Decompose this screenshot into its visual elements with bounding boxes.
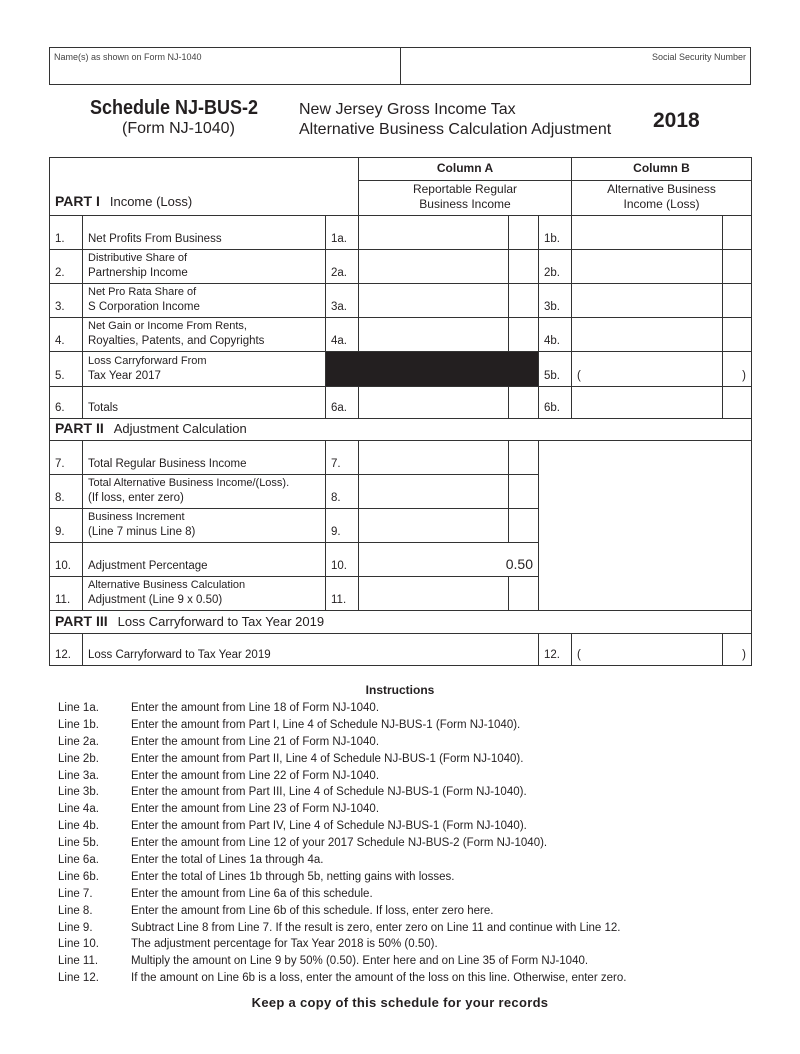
instruction-line-label: Line 4b. [58,820,99,833]
instruction-line [0,953,800,970]
line-number: 1. [50,216,83,250]
amount-field-column-a[interactable] [359,387,509,419]
instruction-text: Enter the amount from Line 22 of Form NJ-1040. [131,769,380,782]
line-description: Totals [83,387,326,419]
instruction-text: Enter the amount from Line 6b of this schedule. If loss, enter zero here. [131,904,494,917]
part1-header: PART I Income (Loss) [50,158,359,216]
line-number: 6. [50,387,83,419]
table-row [50,318,752,352]
instruction-text: Enter the amount from Part IV, Line 4 of Schedule NJ-BUS-1 (Form NJ-1040). [131,820,527,833]
instruction-line-label: Line 9. [58,921,93,934]
taxpayer-info-box [49,47,751,85]
table-row [50,250,752,284]
form-reference: (Form NJ-1040) [122,120,235,137]
instruction-text: Enter the amount from Line 21 of Form NJ-1040. [131,735,380,748]
line-number: 7. [50,441,83,475]
cents-field-column-b[interactable] [723,387,752,419]
line-code: 8. [326,475,359,509]
amount-field-column-a[interactable] [359,250,509,284]
cents-field[interactable] [509,441,539,475]
instruction-text: Multiply the amount on Line 9 by 50% (0.50). Enter here and on Line 35 of Form NJ-1040. [131,955,589,968]
footer-note: Keep a copy of this schedule for your records [251,995,549,1010]
line-code: 10. [326,543,359,577]
blacked-out-cell [326,352,539,387]
line-description: Total Regular Business Income [83,441,326,475]
cents-field-column-a[interactable] [509,387,539,419]
ssn-field[interactable] [400,48,751,84]
line-code: 2a. [326,250,359,284]
column-a-subheader: Reportable Regular Business Income [359,181,572,216]
instruction-line [0,936,800,953]
line-code: 3a. [326,284,359,318]
instruction-line [0,852,800,869]
part2-header: PART II Adjustment Calculation [50,419,752,441]
amount-field[interactable] [359,441,509,475]
amount-field-column-b[interactable] [572,284,723,318]
instruction-line-label: Line 11. [58,955,99,968]
line-number: 3. [50,284,83,318]
subtitle-2: Alternative Business Calculation Adjustment [299,121,612,138]
instruction-text: The adjustment percentage for Tax Year 2018 is 50% (0.50). [131,938,438,951]
column-a-header: Column A [359,158,572,181]
instruction-line [0,903,800,920]
cents-field-column-a[interactable] [509,318,539,352]
amount-field[interactable] [359,577,509,611]
instruction-line-label: Line 12. [58,972,99,985]
line-code: 2b. [539,250,572,284]
schedule-title: Schedule NJ-BUS-2 [90,97,259,119]
table-row [50,387,752,419]
amount-field-column-a[interactable] [359,216,509,250]
instruction-text: Enter the amount from Line 6a of this schedule. [131,887,373,900]
line-description: Distributive Share of Partnership Income [83,250,326,284]
cents-field-column-a[interactable] [509,216,539,250]
instruction-line-label: Line 5b. [58,837,99,850]
line-code: 3b. [539,284,572,318]
instruction-line [0,768,800,785]
line-code: 1a. [326,216,359,250]
instruction-line [0,700,800,717]
line-description: Adjustment Percentage [83,543,326,577]
instruction-line [0,734,800,751]
table-row [50,441,752,475]
line-code: 12. [539,634,572,666]
instruction-line [0,869,800,886]
line-description: Alternative Business Calculation Adjustment (Line 9 x 0.50) [83,577,326,611]
instruction-line-label: Line 3a. [58,769,99,782]
cents-field-column-b[interactable]: ) [723,352,752,387]
amount-field-column-b[interactable] [572,216,723,250]
name-field[interactable] [50,48,400,84]
subtitle-1: New Jersey Gross Income Tax [299,101,516,118]
instruction-line-label: Line 1b. [58,718,99,731]
line-number: 9. [50,509,83,543]
amount-field-column-a[interactable] [359,284,509,318]
instruction-text: Subtract Line 8 from Line 7. If the result is zero, enter zero on Line 11 and continue with Line 12. [131,921,621,934]
instruction-line [0,886,800,903]
instruction-text: Enter the amount from Line 23 of Form NJ-1040. [131,803,380,816]
column-b-header: Column B [572,158,752,181]
amount-field[interactable] [359,475,509,509]
line-number: 8. [50,475,83,509]
schedule-table [49,157,752,666]
line-description: Loss Carryforward From Tax Year 2017 [83,352,326,387]
column-b-subheader: Alternative Business Income (Loss) [572,181,752,216]
instruction-line-label: Line 2a. [58,735,99,748]
instruction-line-label: Line 10. [58,938,99,951]
line-number: 2. [50,250,83,284]
line-code: 6b. [539,387,572,419]
table-row [50,284,752,318]
table-row [50,352,752,387]
instruction-line [0,717,800,734]
instruction-line-label: Line 1a. [58,702,99,714]
cents-field[interactable] [509,509,539,543]
amount-field-column-b[interactable] [572,387,723,419]
instruction-line-label: Line 7. [58,887,93,900]
line-description: Net Gain or Income From Rents, Royalties, Patents, and Copyrights [83,318,326,352]
line-code: 4b. [539,318,572,352]
instruction-text: Enter the amount from Part III, Line 4 of Schedule NJ-BUS-1 (Form NJ-1040). [131,786,527,799]
instructions [0,683,800,987]
amount-field-column-b[interactable] [572,318,723,352]
amount-field-column-b[interactable]: ( [572,352,723,387]
line-description: Net Profits From Business [83,216,326,250]
instruction-text: Enter the amount from Line 18 of Form NJ-1040. [131,702,380,714]
instruction-text: Enter the amount from Part I, Line 4 of Schedule NJ-BUS-1 (Form NJ-1040). [131,718,521,731]
line-number: 10. [50,543,83,577]
instruction-text: Enter the amount from Part II, Line 4 of Schedule NJ-BUS-1 (Form NJ-1040). [131,752,524,765]
instruction-line-label: Line 3b. [58,786,99,799]
amount-field[interactable] [359,509,509,543]
cents-field-column-b[interactable] [723,250,752,284]
instruction-line [0,751,800,768]
amount-field-12[interactable]: ( [572,634,723,666]
instructions-title: Instructions [365,683,435,697]
line-code: 7. [326,441,359,475]
instruction-line [0,835,800,852]
line-number: 12. [50,634,83,666]
line-description: Total Alternative Business Income/(Loss). (If loss, enter zero) [83,475,326,509]
cents-field[interactable] [509,475,539,509]
instruction-line [0,818,800,835]
line-description: Business Increment (Line 7 minus Line 8) [83,509,326,543]
instruction-line [0,970,800,987]
line-description: Loss Carryforward to Tax Year 2019 [83,634,539,666]
cents-field-column-a[interactable] [509,250,539,284]
amount-field-column-a[interactable] [359,318,509,352]
empty-area [539,441,752,611]
line-code: 5b. [539,352,572,387]
instruction-text: If the amount on Line 6b is a loss, enter the amount of the loss on this line. Otherwise, enter zero. [131,972,627,985]
instruction-text: Enter the total of Lines 1a through 4a. [131,854,324,867]
line-code: 11. [326,577,359,611]
instruction-line [0,801,800,818]
line-code: 6a. [326,387,359,419]
line-code: 9. [326,509,359,543]
instruction-line-label: Line 6a. [58,854,99,867]
amount-field-column-b[interactable] [572,250,723,284]
cents-field-column-b[interactable] [723,284,752,318]
table-row [50,634,752,666]
instruction-text: Enter the amount from Line 12 of your 2017 Schedule NJ-BUS-2 (Form NJ-1040). [131,837,548,850]
instruction-line-label: Line 2b. [58,752,99,765]
part3-header: PART III Loss Carryforward to Tax Year 2019 [50,611,752,634]
cents-field-column-b[interactable] [723,318,752,352]
ssn-label: Social Security Number [651,52,746,62]
instruction-line-label: Line 8. [58,904,93,917]
cents-field-column-a[interactable] [509,284,539,318]
line-number: 4. [50,318,83,352]
table-row [50,216,752,250]
line-code: 1b. [539,216,572,250]
cents-field-12[interactable]: ) [723,634,752,666]
instruction-line [0,784,800,801]
line-number: 5. [50,352,83,387]
name-label: Name(s) as shown on Form NJ-1040 [54,52,202,62]
line-description: Net Pro Rata Share of S Corporation Income [83,284,326,318]
instruction-text: Enter the total of Lines 1b through 5b, netting gains with losses. [131,870,455,883]
adjustment-percentage-value: 0.50 [359,543,539,577]
cents-field[interactable] [509,577,539,611]
instruction-line-label: Line 6b. [58,870,99,883]
instruction-line [0,920,800,937]
line-code: 4a. [326,318,359,352]
tax-year: 2018 [653,109,700,132]
instruction-line-label: Line 4a. [58,803,99,816]
line-number: 11. [50,577,83,611]
cents-field-column-b[interactable] [723,216,752,250]
